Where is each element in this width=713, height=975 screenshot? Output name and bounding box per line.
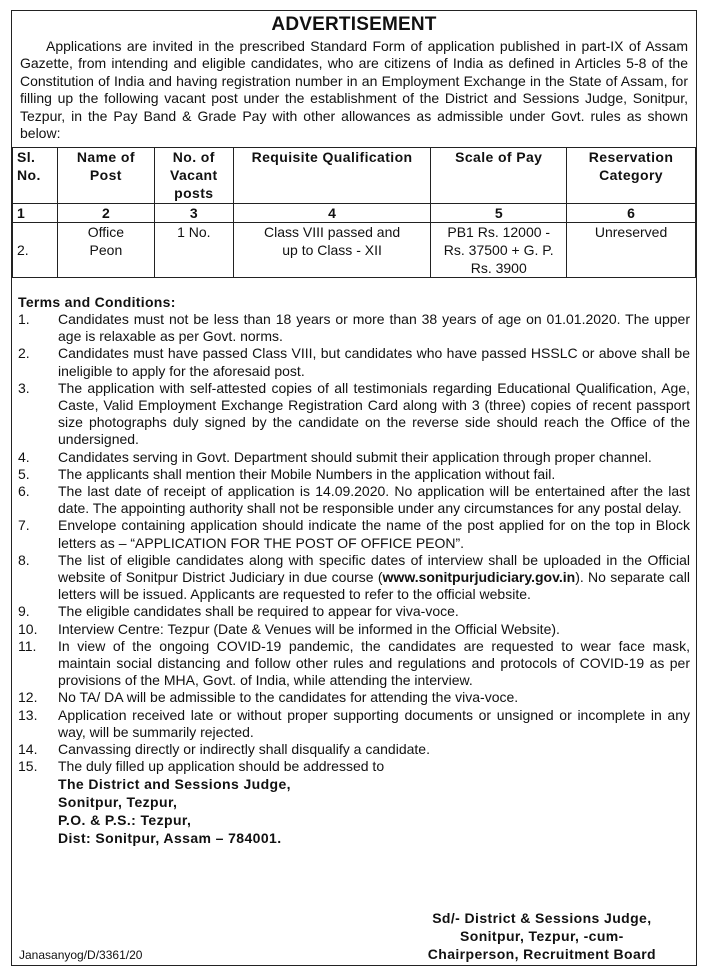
column-number: 1 (13, 204, 58, 223)
table-header-row (13, 148, 696, 204)
term-text: Application received late or without proper supporting documents or unsigned or incomplete in any way, will be summarily rejected. (58, 706, 690, 740)
list-item (18, 552, 690, 604)
term-number: 8. (18, 551, 30, 568)
term-number: 10. (18, 620, 38, 637)
term-number: 11. (18, 637, 37, 654)
column-number: 2 (57, 204, 154, 223)
term-number: 12. (18, 689, 38, 706)
list-item (18, 466, 690, 483)
column-number: 3 (154, 204, 233, 223)
term-text: In view of the ongoing COVID-19 pandemic, the candidates are requested to wear face mask, maintain social distancing and follow other rules and regulations and protocols of COVID-19 as per provisions of the MHA, Govt. of India, while attending the interview. (58, 637, 690, 689)
term-text-part: The list of eligible candidates along with specific dates of interview shall be uploaded in the Official website of Sonitpur District Judiciary in due course ( (58, 551, 690, 586)
term-number: 4. (18, 448, 30, 465)
cell-post-name: Office Peon (57, 223, 154, 278)
column-number-row (13, 204, 696, 223)
term-text: The application with self-attested copies of all testimonials regarding Educational Qualification, Age, Caste, Valid Employment Exchange Registration Card along with 3 (three) copies of recent passport size photographs duly signed by the candidate on the reverse side should reach the Office of the undersigned. (58, 379, 690, 448)
address-line: Sonitpur, Tezpur, (58, 794, 178, 811)
header-scale-of-pay: Scale of Pay (431, 148, 567, 204)
term-number: 3. (18, 379, 30, 396)
list-item (18, 603, 690, 620)
page-title: ADVERTISEMENT (271, 14, 437, 35)
vacancy-table (12, 147, 696, 278)
term-text: Interview Centre: Tezpur (Date & Venues will be informed in the Official Website). (58, 620, 560, 637)
address-line: P.O. & P.S.: Tezpur, (58, 812, 192, 829)
cell-pay-scale: PB1 Rs. 12000 - Rs. 37500 + G. P. Rs. 3900 (431, 223, 567, 278)
advertisement-frame (11, 10, 697, 966)
terms-section (18, 293, 690, 847)
list-item (18, 449, 690, 466)
term-text-part: ). No separate call letters will be issued. Applicants are requested to refer to the official website. (58, 569, 691, 603)
column-number: 4 (233, 204, 431, 223)
cell-qualification: Class VIII passed and up to Class - XII (233, 223, 431, 278)
term-text: Candidates serving in Govt. Department should submit their application through proper channel. (58, 448, 652, 465)
header-reservation: Reservation Category (567, 148, 696, 204)
term-number: 2. (18, 345, 30, 362)
term-number: 14. (18, 741, 38, 758)
signature-line: Sd/- District & Sessions Judge, (432, 910, 652, 926)
list-item (18, 758, 690, 775)
address-line: Dist: Sonitpur, Assam – 784001. (58, 830, 282, 847)
header-sl-no: Sl. No. (13, 148, 58, 204)
list-item (18, 707, 690, 741)
column-number: 6 (567, 204, 696, 223)
signature-block (428, 909, 656, 963)
reference-number: Janasanyog/D/3361/20 (19, 948, 143, 962)
table-row (13, 223, 696, 278)
term-text: No TA/ DA will be admissible to the candidates for attending the viva-voce. (58, 689, 519, 706)
term-text: Candidates must not be less than 18 years or more than 38 years of age on 01.01.2020. The upper age is relaxable as per Govt. norms. (58, 311, 690, 345)
term-text (58, 552, 690, 604)
intro-paragraph: Applications are invited in the prescribed Standard Form of application published in part-IX of Assam Gazette, from intending and eligible candidates, who are citizens of India as defined in Articles 5-8 of the Constitution of India and having registration number in an Employment Exchange in the State of Assam, for filling up the following vacant post under the establishment of the District and Sessions Judge, Sonitpur, Tezpur, in the Pay Band & Grade Pay with other allowances as admissible under Govt. rules as shown below: (20, 38, 688, 142)
cell-vacancies: 1 No. (154, 223, 233, 278)
term-text: The last date of receipt of application is 14.09.2020. No application will be entertained after the last date. The appointing authority shall not be responsible under any circumstances for any postal delay. (58, 483, 690, 517)
term-number: 1. (18, 311, 30, 327)
list-item (18, 638, 690, 690)
list-item (18, 621, 690, 638)
list-item (18, 311, 690, 345)
term-text: The duly filled up application should be addressed to (58, 758, 385, 775)
term-number: 7. (18, 517, 30, 534)
list-item (18, 483, 690, 517)
list-item (18, 345, 690, 379)
list-item (18, 380, 690, 449)
cell-sl-no: 2. (13, 223, 58, 278)
cell-reservation: Unreserved (567, 223, 696, 278)
term-number: 15. (18, 758, 38, 775)
signature-line: Sonitpur, Tezpur, -cum- (460, 928, 624, 944)
official-website-link[interactable]: www.sonitpurjudiciary.gov.in (382, 569, 576, 586)
term-text: Envelope containing application should indicate the name of the post applied for on the top in Block letters as – “APPLICATION FOR THE POST OF OFFICE PEON”. (58, 517, 690, 551)
list-item (18, 689, 690, 706)
header-name-of-post: Name of Post (57, 148, 154, 204)
signature-line: Chairperson, Recruitment Board (427, 946, 656, 962)
address-line: The District and Sessions Judge, (58, 776, 291, 793)
term-number: 5. (18, 465, 30, 482)
term-number: 9. (18, 603, 30, 620)
term-text: The eligible candidates shall be required to appear for viva-voce. (58, 603, 459, 620)
header-vacant-posts: No. of Vacant posts (154, 148, 233, 204)
list-item (18, 741, 690, 758)
term-number: 6. (18, 483, 30, 500)
term-text: The applicants shall mention their Mobile Numbers in the application without fail. (58, 465, 556, 482)
header-qualification: Requisite Qualification (233, 148, 431, 204)
term-text: Canvassing directly or indirectly shall disqualify a candidate. (58, 741, 430, 758)
terms-heading: Terms and Conditions: (18, 294, 176, 310)
term-number: 13. (18, 706, 38, 723)
column-number: 5 (431, 204, 567, 223)
list-item (18, 517, 690, 551)
mailing-address (58, 775, 690, 847)
term-text: Candidates must have passed Class VIII, but candidates who have passed HSSLC or above shall be ineligible to apply for the aforesaid post. (58, 345, 690, 379)
